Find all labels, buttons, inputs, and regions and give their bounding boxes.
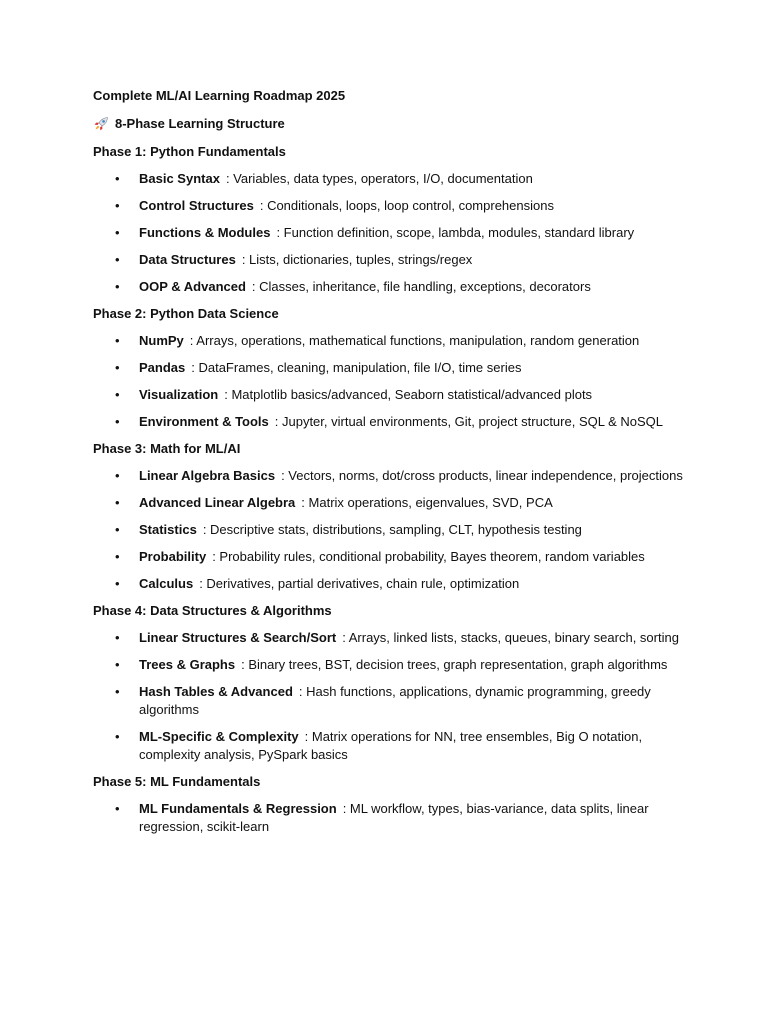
- doc-title: Complete ML/AI Learning Roadmap 2025: [93, 88, 346, 103]
- bullet: •: [115, 171, 120, 186]
- item-term: Basic Syntax: [139, 171, 220, 186]
- list-item: [93, 332, 693, 350]
- bullet: •: [115, 522, 120, 537]
- bullet: •: [115, 684, 120, 699]
- list-item: [93, 224, 693, 242]
- bullet: •: [115, 729, 120, 744]
- item-desc: : Vectors, norms, dot/cross products, linear independence, projections: [281, 468, 683, 483]
- list-item: [93, 359, 693, 377]
- item-term: Probability: [139, 549, 207, 564]
- item-term: Control Structures: [139, 198, 254, 213]
- item-desc: : Probability rules, conditional probability, Bayes theorem, random variables: [212, 549, 645, 564]
- item-desc: : Descriptive stats, distributions, sampling, CLT, hypothesis testing: [202, 522, 582, 537]
- item-desc: : Hash functions, applications, dynamic programming, greedy algorithms: [139, 684, 651, 717]
- phase-4-list: [93, 629, 693, 764]
- item-desc: : Matplotlib basics/advanced, Seaborn statistical/advanced plots: [224, 387, 593, 402]
- item-term: ML-Specific & Complexity: [139, 729, 299, 744]
- phase-1-title: Phase 1: Python Fundamentals: [93, 144, 286, 159]
- list-item: [93, 800, 693, 836]
- item-desc: : Arrays, linked lists, stacks, queues, binary search, sorting: [342, 630, 679, 645]
- structure-heading-row: [93, 115, 693, 133]
- phase-3-title: Phase 3: Math for ML/AI: [93, 441, 241, 456]
- phase-1-list: [93, 170, 693, 296]
- item-desc: : Function definition, scope, lambda, modules, standard library: [276, 225, 635, 240]
- bullet: •: [115, 495, 120, 510]
- bullet: •: [115, 468, 120, 483]
- list-item: [93, 728, 693, 764]
- bullet: •: [115, 333, 120, 348]
- bullet: •: [115, 801, 120, 816]
- item-term: OOP & Advanced: [139, 279, 246, 294]
- bullet: •: [115, 225, 120, 240]
- phase-3-list: [93, 467, 693, 593]
- bullet: •: [115, 279, 120, 294]
- item-term: Hash Tables & Advanced: [139, 684, 293, 699]
- item-desc: : Classes, inheritance, file handling, exceptions, decorators: [251, 279, 591, 294]
- list-item: [93, 170, 693, 188]
- item-term: Advanced Linear Algebra: [139, 495, 296, 510]
- bullet: •: [115, 414, 120, 429]
- item-desc: : Derivatives, partial derivatives, chain rule, optimization: [199, 576, 520, 591]
- item-term: Pandas: [139, 360, 186, 375]
- rocket-icon: [93, 116, 109, 132]
- bullet: •: [115, 387, 120, 402]
- phase-4-title: Phase 4: Data Structures & Algorithms: [93, 603, 332, 618]
- item-term: Environment & Tools: [139, 414, 269, 429]
- item-desc: : Lists, dictionaries, tuples, strings/regex: [241, 252, 473, 267]
- item-term: Visualization: [139, 387, 219, 402]
- list-item: [93, 386, 693, 404]
- structure-heading: 8-Phase Learning Structure: [115, 116, 285, 131]
- bullet: •: [115, 360, 120, 375]
- list-item: [93, 629, 693, 647]
- item-term: Linear Algebra Basics: [139, 468, 276, 483]
- list-item: [93, 575, 693, 593]
- phase-2-title: Phase 2: Python Data Science: [93, 306, 279, 321]
- list-item: [93, 251, 693, 269]
- list-item: [93, 548, 693, 566]
- bullet: •: [115, 576, 120, 591]
- bullet: •: [115, 198, 120, 213]
- item-term: Trees & Graphs: [139, 657, 236, 672]
- list-item: [93, 467, 693, 485]
- list-item: [93, 656, 693, 674]
- phase-5-title: Phase 5: ML Fundamentals: [93, 774, 261, 789]
- list-item: [93, 521, 693, 539]
- bullet: •: [115, 657, 120, 672]
- document-page: [93, 87, 693, 845]
- phase-2-list: [93, 332, 693, 431]
- phase-5-list: [93, 800, 693, 836]
- bullet: •: [115, 630, 120, 645]
- list-item: [93, 683, 693, 719]
- item-term: ML Fundamentals & Regression: [139, 801, 337, 816]
- list-item: [93, 494, 693, 512]
- item-term: Statistics: [139, 522, 197, 537]
- item-desc: : Jupyter, virtual environments, Git, project structure, SQL & NoSQL: [274, 414, 663, 429]
- list-item: [93, 278, 693, 296]
- list-item: [93, 197, 693, 215]
- item-term: Functions & Modules: [139, 225, 271, 240]
- item-desc: : ML workflow, types, bias-variance, data splits, linear regression, scikit-learn: [139, 801, 649, 834]
- item-desc: : Matrix operations, eigenvalues, SVD, PCA: [301, 495, 553, 510]
- item-desc: : Matrix operations for NN, tree ensembles, Big O notation, complexity analysis, PySpark basics: [139, 729, 643, 762]
- list-item: [93, 413, 693, 431]
- item-desc: : Variables, data types, operators, I/O, documentation: [225, 171, 533, 186]
- item-desc: : DataFrames, cleaning, manipulation, file I/O, time series: [191, 360, 522, 375]
- bullet: •: [115, 252, 120, 267]
- bullet: •: [115, 549, 120, 564]
- item-term: Linear Structures & Search/Sort: [139, 630, 337, 645]
- item-desc: : Binary trees, BST, decision trees, graph representation, graph algorithms: [241, 657, 668, 672]
- item-term: NumPy: [139, 333, 184, 348]
- item-desc: : Conditionals, loops, loop control, comprehensions: [259, 198, 554, 213]
- item-term: Calculus: [139, 576, 194, 591]
- item-desc: : Arrays, operations, mathematical functions, manipulation, random generation: [189, 333, 640, 348]
- item-term: Data Structures: [139, 252, 236, 267]
